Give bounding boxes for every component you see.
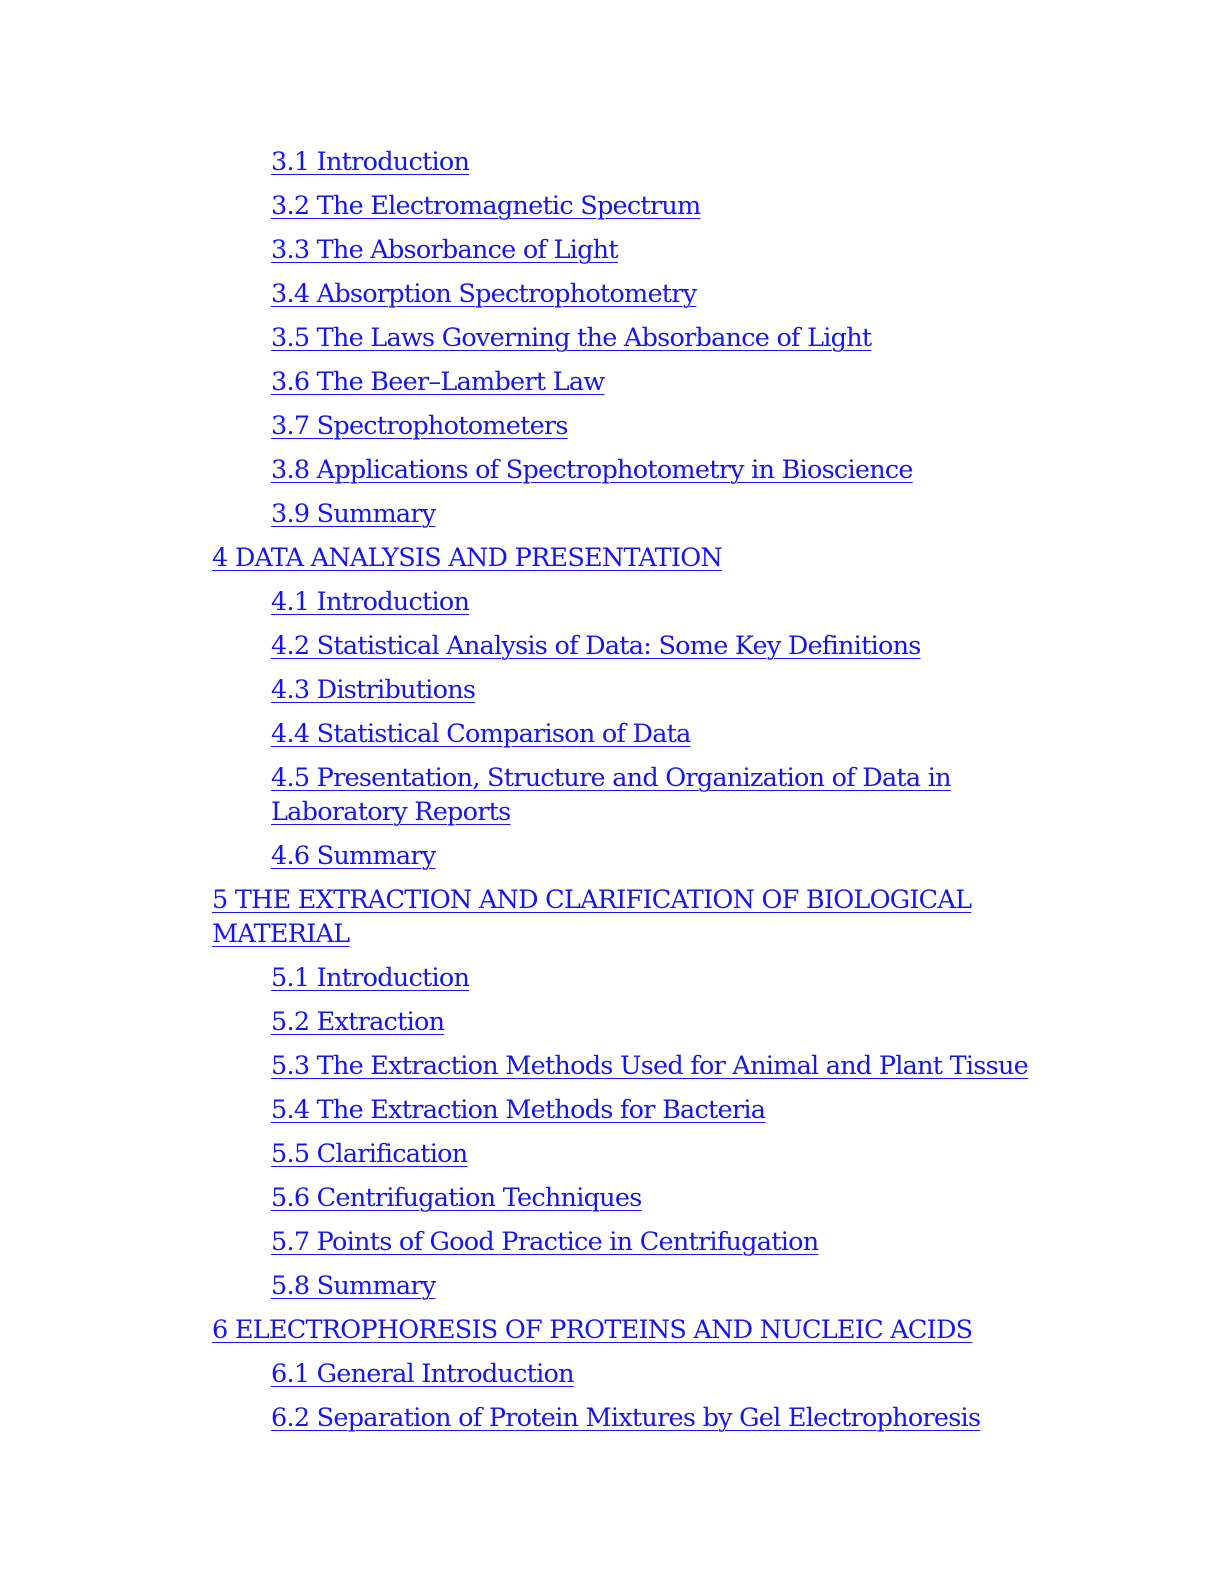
toc-link-5-1[interactable]: 5.1 Introduction: [271, 963, 470, 993]
toc-link-3-1[interactable]: 3.1 Introduction: [271, 147, 470, 177]
toc-entry-4-4: [271, 712, 1062, 756]
toc-entry-3-8: [271, 448, 1062, 492]
toc-link-5-6[interactable]: 5.6 Centrifugation Techniques: [271, 1183, 642, 1213]
toc-link-3-9[interactable]: 3.9 Summary: [271, 499, 436, 529]
toc-chapter-6: [212, 1308, 1062, 1352]
toc-entry-4-2: [271, 624, 1062, 668]
toc-link-5-4[interactable]: 5.4 The Extraction Methods for Bacteria: [271, 1095, 766, 1125]
toc-link-4-3[interactable]: 4.3 Distributions: [271, 675, 476, 705]
toc-entry-3-1: [271, 140, 1062, 184]
toc-link-5-2[interactable]: 5.2 Extraction: [271, 1007, 445, 1037]
toc-entry-6-1: [271, 1352, 1062, 1396]
toc-entry-6-2: [271, 1396, 1062, 1440]
table-of-contents: [212, 140, 1062, 1440]
toc-entry-5-5: [271, 1132, 1062, 1176]
toc-link-4-5[interactable]: 4.5 Presentation, Structure and Organization of Data in Laboratory Reports: [271, 763, 951, 827]
toc-entry-4-6: [271, 834, 1062, 878]
toc-entry-3-6: [271, 360, 1062, 404]
toc-link-4-2[interactable]: 4.2 Statistical Analysis of Data: Some Key Definitions: [271, 631, 921, 661]
toc-link-5-5[interactable]: 5.5 Clarification: [271, 1139, 468, 1169]
toc-link-chapter-6[interactable]: 6 ELECTROPHORESIS OF PROTEINS AND NUCLEIC ACIDS: [212, 1315, 973, 1345]
toc-link-chapter-4[interactable]: 4 DATA ANALYSIS AND PRESENTATION: [212, 543, 722, 573]
toc-link-chapter-5[interactable]: 5 THE EXTRACTION AND CLARIFICATION OF BIOLOGICAL MATERIAL: [212, 885, 972, 949]
toc-entry-5-2: [271, 1000, 1062, 1044]
toc-link-3-4[interactable]: 3.4 Absorption Spectrophotometry: [271, 279, 697, 309]
toc-link-3-7[interactable]: 3.7 Spectrophotometers: [271, 411, 568, 441]
toc-link-5-7[interactable]: 5.7 Points of Good Practice in Centrifugation: [271, 1227, 819, 1257]
toc-entry-5-1: [271, 956, 1062, 1000]
toc-link-5-8[interactable]: 5.8 Summary: [271, 1271, 436, 1301]
toc-link-4-1[interactable]: 4.1 Introduction: [271, 587, 470, 617]
toc-entry-3-2: [271, 184, 1062, 228]
toc-link-6-1[interactable]: 6.1 General Introduction: [271, 1359, 574, 1389]
toc-chapter-5: [212, 878, 1062, 956]
toc-entry-4-5: [271, 756, 1062, 834]
toc-entry-5-4: [271, 1088, 1062, 1132]
toc-link-5-3[interactable]: 5.3 The Extraction Methods Used for Animal and Plant Tissue: [271, 1051, 1028, 1081]
toc-link-6-2[interactable]: 6.2 Separation of Protein Mixtures by Gel Electrophoresis: [271, 1403, 981, 1433]
toc-entry-5-7: [271, 1220, 1062, 1264]
toc-entry-4-1: [271, 580, 1062, 624]
toc-chapter-4: [212, 536, 1062, 580]
toc-entry-5-3: [271, 1044, 1062, 1088]
toc-entry-5-8: [271, 1264, 1062, 1308]
toc-entry-3-4: [271, 272, 1062, 316]
toc-entry-3-5: [271, 316, 1062, 360]
toc-link-3-6[interactable]: 3.6 The Beer–Lambert Law: [271, 367, 605, 397]
toc-link-3-5[interactable]: 3.5 The Laws Governing the Absorbance of Light: [271, 323, 872, 353]
toc-entry-3-3: [271, 228, 1062, 272]
toc-entry-5-6: [271, 1176, 1062, 1220]
toc-link-4-6[interactable]: 4.6 Summary: [271, 841, 436, 871]
toc-link-3-3[interactable]: 3.3 The Absorbance of Light: [271, 235, 618, 265]
toc-entry-3-9: [271, 492, 1062, 536]
toc-link-3-2[interactable]: 3.2 The Electromagnetic Spectrum: [271, 191, 701, 221]
toc-link-4-4[interactable]: 4.4 Statistical Comparison of Data: [271, 719, 691, 749]
toc-entry-4-3: [271, 668, 1062, 712]
toc-link-3-8[interactable]: 3.8 Applications of Spectrophotometry in Bioscience: [271, 455, 913, 485]
toc-entry-3-7: [271, 404, 1062, 448]
